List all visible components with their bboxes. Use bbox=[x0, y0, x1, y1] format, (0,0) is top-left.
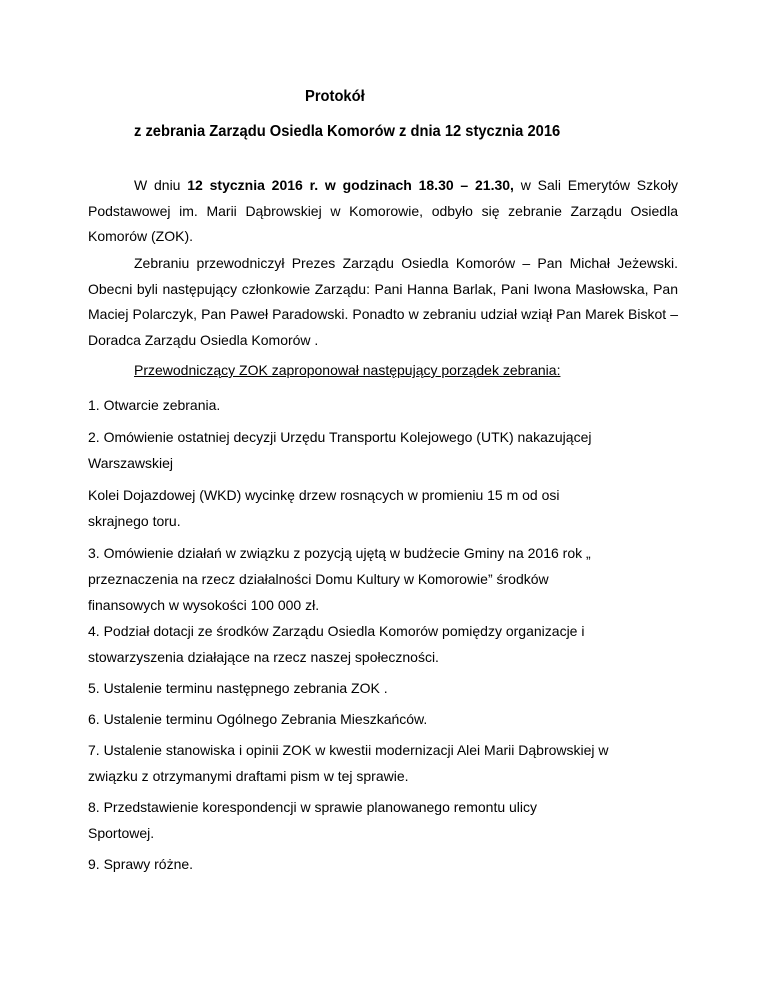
paragraph-attendees-text: Zebraniu przewodniczył Prezes Zarządu Osiedla Komorów – Pan Michał Jeżewski. Obecni byli następujący członkowie Zarządu: Pani Hanna Barlak, Pani Iwona Masłowska, Pan Maciej Polarczyk, Pan Paweł Paradowski. Ponadto w zebraniu udział wziął Pan Marek Biskot – Doradca Zarządu Osiedla Komorów . bbox=[88, 255, 678, 348]
paragraph-meeting-info bbox=[88, 173, 678, 250]
agenda-item bbox=[88, 675, 688, 701]
agenda-item-line: 1. Otwarcie zebrania. bbox=[88, 397, 221, 413]
agenda-item bbox=[88, 737, 688, 789]
agenda-item bbox=[88, 618, 688, 670]
agenda-item-line: Kolei Dojazdowej (WKD) wycinkę drzew rosnących w promieniu 15 m od osi bbox=[88, 487, 560, 503]
document-title: Protokół bbox=[305, 88, 365, 105]
agenda-item bbox=[88, 540, 688, 618]
agenda-item-line: Sportowej. bbox=[88, 825, 155, 841]
agenda-item-line: 5. Ustalenie terminu następnego zebrania ZOK . bbox=[88, 680, 388, 696]
agenda-heading: Przewodniczący ZOK zaproponował następujący porządek zebrania: bbox=[134, 362, 561, 378]
agenda-item bbox=[88, 851, 688, 877]
agenda-item-line: przeznaczenia na rzecz działalności Domu Kultury w Komorowie” środków bbox=[88, 571, 549, 587]
agenda-item-line: 9. Sprawy różne. bbox=[88, 856, 194, 872]
agenda-item-line: Warszawskiej bbox=[88, 455, 174, 471]
agenda-item-line: finansowych w wysokości 100 000 zł. bbox=[88, 597, 320, 613]
agenda-item-line: stowarzyszenia działające na rzecz naszej społeczności. bbox=[88, 649, 439, 665]
agenda-item bbox=[88, 424, 688, 476]
document-subtitle: z zebrania Zarządu Osiedla Komorów z dnia 12 stycznia 2016 bbox=[134, 123, 561, 140]
paragraph-meeting-info-prefix: W dniu bbox=[134, 177, 188, 193]
agenda-item-line: 4. Podział dotacji ze środków Zarządu Osiedla Komorów pomiędzy organizacje i bbox=[88, 623, 585, 639]
agenda-item-line: związku z otrzymanymi draftami pism w tej sprawie. bbox=[88, 768, 409, 784]
agenda-item-line: 7. Ustalenie stanowiska i opinii ZOK w kwestii modernizacji Alei Marii Dąbrowskiej w bbox=[88, 742, 609, 758]
agenda-item bbox=[88, 482, 688, 534]
agenda-item-line: skrajnego toru. bbox=[88, 513, 181, 529]
agenda-item bbox=[88, 706, 688, 732]
agenda-item-line: 2. Omówienie ostatniej decyzji Urzędu Transportu Kolejowego (UTK) nakazującej bbox=[88, 429, 592, 445]
agenda-item-line: 8. Przedstawienie korespondencji w sprawie planowanego remontu ulicy bbox=[88, 799, 538, 815]
agenda-item-line: 3. Omówienie działań w związku z pozycją ujętą w budżecie Gminy na 2016 rok „ bbox=[88, 545, 591, 561]
agenda-item-line: 6. Ustalenie terminu Ogólnego Zebrania Mieszkańców. bbox=[88, 711, 428, 727]
paragraph-attendees bbox=[88, 251, 678, 353]
agenda-item bbox=[88, 794, 688, 846]
paragraph-meeting-info-date: 12 stycznia 2016 r. w godzinach 18.30 – 21.30, bbox=[187, 177, 514, 193]
agenda-item bbox=[88, 392, 688, 418]
paragraph-meeting-info-suffix: w Sali Emerytów Szkoły Podstawowej im. Marii Dąbrowskiej w Komorowie, odbyło się zebranie Zarządu Osiedla Komorów (ZOK). bbox=[88, 177, 679, 244]
